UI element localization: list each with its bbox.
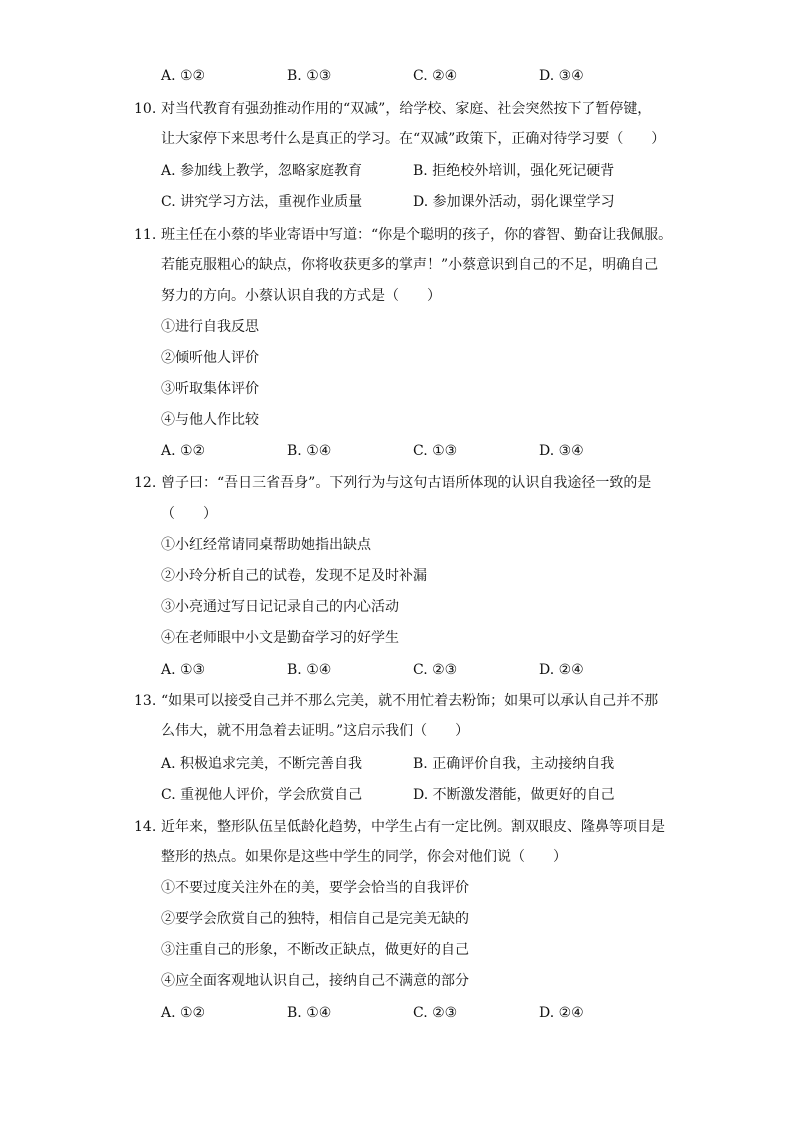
q11-number: 11. <box>134 227 157 243</box>
q11-stem-line-3: 努力的方向。小蔡认识自我的方式是（ ） <box>161 288 441 304</box>
q10-option-b: B. 拒绝校外培训，强化死记硬背 <box>413 163 615 179</box>
q12-item-4: ④在老师眼中小文是勤奋学习的好学生 <box>161 630 399 646</box>
q12-item-1: ①小红经常请同桌帮助她指出缺点 <box>161 537 371 553</box>
q9-option-d: D. ③④ <box>539 68 584 84</box>
q11-option-c: C. ①③ <box>413 443 458 459</box>
q13-stem-line-1: “如果可以接受自己并不那么完美，就不用忙着去粉饰；如果可以承认自己并不那 <box>161 693 659 709</box>
q14-item-1: ①不要过度关注外在的美，要学会恰当的自我评价 <box>161 880 469 896</box>
q9-option-c: C. ②④ <box>413 68 458 84</box>
q14-item-4: ④应全面客观地认识自己，接纳自己不满意的部分 <box>161 973 469 989</box>
q13-number: 13. <box>134 693 157 709</box>
q10-option-d: D. 参加课外活动，弱化课堂学习 <box>413 194 615 210</box>
q14-option-d: D. ②④ <box>539 1005 584 1021</box>
q14-item-2: ②要学会欣赏自己的独特，相信自己是完美无缺的 <box>161 911 469 927</box>
q13-option-c: C. 重视他人评价，学会欣赏自己 <box>161 787 363 803</box>
q13-option-b: B. 正确评价自我，主动接纳自我 <box>413 756 615 772</box>
q14-stem-line-2: 整形的热点。如果你是这些中学生的同学，你会对他们说（ ） <box>161 849 567 865</box>
q11-item-2: ②倾听他人评价 <box>161 350 259 366</box>
q12-option-d: D. ②④ <box>539 662 584 678</box>
q14-option-b: B. ①④ <box>287 1005 332 1021</box>
q11-option-d: D. ③④ <box>539 443 584 459</box>
q12-stem-line-2: （ ） <box>161 506 217 522</box>
q9-option-b: B. ①③ <box>287 68 332 84</box>
q10-stem-line-2: 让大家停下来思考什么是真正的学习。在“双减”政策下，正确对待学习要（ ） <box>161 131 666 147</box>
q14-stem-line-1: 近年来，整形队伍呈低龄化趋势，中学生占有一定比例。割双眼皮、隆鼻等项目是 <box>161 819 665 835</box>
q13-option-d: D. 不断激发潜能，做更好的自己 <box>413 787 615 803</box>
q14-option-a: A. ①② <box>161 1005 206 1021</box>
q11-stem-line-1: 班主任在小蔡的毕业寄语中写道：“你是个聪明的孩子，你的睿智、勤奋让我佩服。 <box>161 227 673 243</box>
q11-option-b: B. ①④ <box>287 443 332 459</box>
q12-option-c: C. ②③ <box>413 662 458 678</box>
q14-item-3: ③注重自己的形象，不断改正缺点，做更好的自己 <box>161 942 469 958</box>
q10-option-a: A. 参加线上教学，忽略家庭教育 <box>161 163 363 179</box>
q12-number: 12. <box>134 475 157 491</box>
q12-item-2: ②小玲分析自己的试卷，发现不足及时补漏 <box>161 568 427 584</box>
q12-item-3: ③小亮通过写日记记录自己的内心活动 <box>161 599 399 615</box>
q10-number: 10. <box>134 101 157 117</box>
q13-stem-line-2: 么伟大，就不用急着去证明。”这启示我们（ ） <box>161 723 470 739</box>
q11-option-a: A. ①② <box>161 443 206 459</box>
q13-option-a: A. 积极追求完美，不断完善自我 <box>161 756 363 772</box>
q12-option-a: A. ①③ <box>161 662 206 678</box>
q14-number: 14. <box>134 819 157 835</box>
q11-stem-line-2: 若能克服粗心的缺点，你将收获更多的掌声！”小蔡意识到自己的不足，明确自己 <box>161 257 659 273</box>
q11-item-4: ④与他人作比较 <box>161 412 259 428</box>
q10-stem-line-1: 对当代教育有强劲推动作用的“双减”，给学校、家庭、社会突然按下了暂停键， <box>161 101 652 117</box>
q9-option-a: A. ①② <box>161 68 206 84</box>
q11-item-3: ③听取集体评价 <box>161 381 259 397</box>
q10-option-c: C. 讲究学习方法，重视作业质量 <box>161 194 363 210</box>
q11-item-1: ①进行自我反思 <box>161 319 259 335</box>
q12-stem-line-1: 曾子曰：“吾日三省吾身”。下列行为与这句古语所体现的认识自我途径一致的是 <box>161 475 652 491</box>
q14-option-c: C. ②③ <box>413 1005 458 1021</box>
q12-option-b: B. ①④ <box>287 662 332 678</box>
